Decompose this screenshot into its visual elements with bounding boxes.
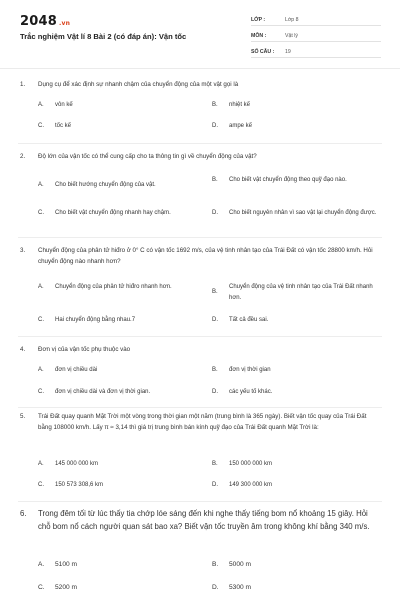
question-text <box>20 345 380 356</box>
option-letter: B. <box>212 367 218 373</box>
header-divider <box>0 68 400 69</box>
option-c[interactable] <box>38 480 203 491</box>
question-divider <box>18 407 382 408</box>
option-letter: A. <box>38 367 44 373</box>
question-divider <box>18 336 382 337</box>
option-b[interactable] <box>212 282 377 303</box>
option-text: tốc kế <box>55 123 72 129</box>
option-text: Tất cả đều sai. <box>229 317 269 323</box>
option-c[interactable] <box>38 387 203 398</box>
meta-value: Lớp 8 <box>285 16 299 23</box>
question-body: Độ lớn của vận tốc có thể cung cấp cho ta thông tin gì về chuyển động của vật? <box>38 153 257 160</box>
option-text: 150 573 308,6 km <box>55 482 104 488</box>
option-letter: B. <box>212 102 218 108</box>
option-letter: A. <box>38 561 45 568</box>
question-body: Trái Đất quay quanh Mặt Trời một vòng trong thời gian một năm (trung bình là 365 ngày). Biết vận tốc quay của Trái Đất bằng 108000 km/h. Lấy π ≈ 3,14 thì giá trị trung bình bán kính quỹ đạo của Trái Đất quanh Mặt Trời là: <box>38 413 367 431</box>
option-text: nhiệt kế <box>229 102 251 108</box>
option-letter: D. <box>212 317 218 323</box>
option-d[interactable] <box>212 480 377 491</box>
option-text: đơn vị thời gian <box>229 367 271 373</box>
option-a[interactable] <box>38 180 203 191</box>
option-text: 145 000 000 km <box>55 461 99 467</box>
option-a[interactable] <box>38 282 203 293</box>
option-letter: A. <box>38 284 44 290</box>
option-text: vôn kế <box>55 102 73 108</box>
option-text: các yếu tố khác. <box>229 389 273 395</box>
option-c[interactable] <box>38 583 203 594</box>
option-letter: C. <box>38 317 44 323</box>
meta-label: LỚP : <box>251 16 266 23</box>
question-body: Trong đêm tối từ lúc thấy tia chớp lóe sáng đến khi nghe thấy tiếng bom nổ khoảng 15 giây. Hỏi chỗ bom nổ cách người quan sát bao xa? Biết vận tốc truyền âm trong không khí bằng 340 m/s. <box>38 509 370 531</box>
meta-label: MÔN : <box>251 32 267 39</box>
option-text: 5300 m <box>229 584 251 591</box>
page-title: Trắc nghiệm Vật lí 8 Bài 2 (có đáp án): Vận tốc <box>20 32 187 41</box>
option-text: Hai chuyển động bằng nhau.7 <box>55 317 136 323</box>
option-c[interactable] <box>38 315 203 326</box>
meta-row-subject <box>251 30 381 42</box>
option-letter: A. <box>38 461 44 467</box>
option-a[interactable] <box>38 459 203 470</box>
option-a[interactable] <box>38 560 203 571</box>
question-text <box>20 412 380 433</box>
option-letter: D. <box>212 210 218 216</box>
question-number: 4. <box>20 346 26 353</box>
option-text: Chuyển động của vệ tinh nhân tạo của Trái Đất nhanh hơn. <box>229 284 373 301</box>
option-letter: D. <box>212 482 218 488</box>
question-divider <box>18 237 382 238</box>
option-letter: C. <box>38 210 44 216</box>
option-text: Chuyển động của phân tử hiđro nhanh hơn. <box>55 284 172 290</box>
question-body: Chuyển động của phân tử hiđro ở 0° C có vận tốc 1692 m/s, của vệ tinh nhân tạo của Trái Đất có vận tốc 28800 km/h. Hỏi chuyển động nào nhanh hơn? <box>38 247 373 265</box>
option-b[interactable] <box>212 560 377 571</box>
meta-value: Vật lý <box>285 32 298 39</box>
option-text: Cho biết hướng chuyển động của vật. <box>55 182 156 188</box>
meta-value: 19 <box>285 48 291 55</box>
option-b[interactable] <box>212 175 377 186</box>
site-logo[interactable] <box>20 14 70 29</box>
question-text <box>20 152 380 163</box>
option-letter: B. <box>212 561 219 568</box>
logo-suffix: .vn <box>58 20 71 27</box>
option-text: Cho biết nguyên nhân vì sao vật lại chuyển động được. <box>229 210 377 216</box>
option-b[interactable] <box>212 365 377 376</box>
option-text: ampe kế <box>229 123 253 129</box>
option-text: 149 300 000 km <box>229 482 273 488</box>
option-letter: D. <box>212 123 218 129</box>
meta-row-class <box>251 14 381 26</box>
option-a[interactable] <box>38 365 203 376</box>
logo-text: 2048 <box>20 14 57 29</box>
option-letter: D. <box>212 389 218 395</box>
option-letter: C. <box>38 123 44 129</box>
option-letter: A. <box>38 182 44 188</box>
question-number: 2. <box>20 153 26 160</box>
meta-info <box>251 14 381 58</box>
question-number: 1. <box>20 81 26 88</box>
option-d[interactable] <box>212 315 377 326</box>
question-text <box>20 508 380 533</box>
question-text <box>20 80 380 91</box>
meta-label: SỐ CÂU : <box>251 48 275 55</box>
option-text: Cho biết vật chuyển động nhanh hay chậm. <box>55 210 171 216</box>
option-text: 150 000 000 km <box>229 461 273 467</box>
option-letter: D. <box>212 584 219 591</box>
question-divider <box>18 501 382 502</box>
question-text <box>20 246 380 267</box>
option-d[interactable] <box>212 583 377 594</box>
option-letter: C. <box>38 389 44 395</box>
option-text: Cho biết vật chuyển động theo quỹ đạo nào. <box>229 177 347 183</box>
question-number: 5. <box>20 413 26 420</box>
option-text: 5200 m <box>55 584 77 591</box>
option-letter: C. <box>38 482 44 488</box>
option-letter: C. <box>38 584 45 591</box>
question-number: 6. <box>20 509 27 518</box>
option-b[interactable] <box>212 459 377 470</box>
question-number: 3. <box>20 247 26 254</box>
option-letter: B. <box>212 461 218 467</box>
option-text: đơn vị chiều dài <box>55 367 98 373</box>
question-divider <box>18 143 382 144</box>
option-letter: B. <box>212 289 218 296</box>
option-text: 5100 m <box>55 561 77 568</box>
question-body: Dụng cụ để xác định sự nhanh chậm của chuyển động của một vật gọi là <box>38 81 239 88</box>
option-b[interactable] <box>212 100 377 111</box>
option-d[interactable] <box>212 121 377 132</box>
option-d[interactable] <box>212 387 377 398</box>
meta-row-count <box>251 46 381 58</box>
option-c[interactable] <box>38 208 203 219</box>
option-a[interactable] <box>38 100 203 111</box>
option-letter: A. <box>38 102 44 108</box>
option-text: đơn vị chiều dài và đơn vị thời gian. <box>55 389 151 395</box>
option-d[interactable] <box>212 208 377 219</box>
question-body: Đơn vị của vận tốc phụ thuộc vào <box>38 346 131 353</box>
option-c[interactable] <box>38 121 203 132</box>
header <box>0 0 400 64</box>
option-text: 5000 m <box>229 561 251 568</box>
option-letter: B. <box>212 177 218 183</box>
